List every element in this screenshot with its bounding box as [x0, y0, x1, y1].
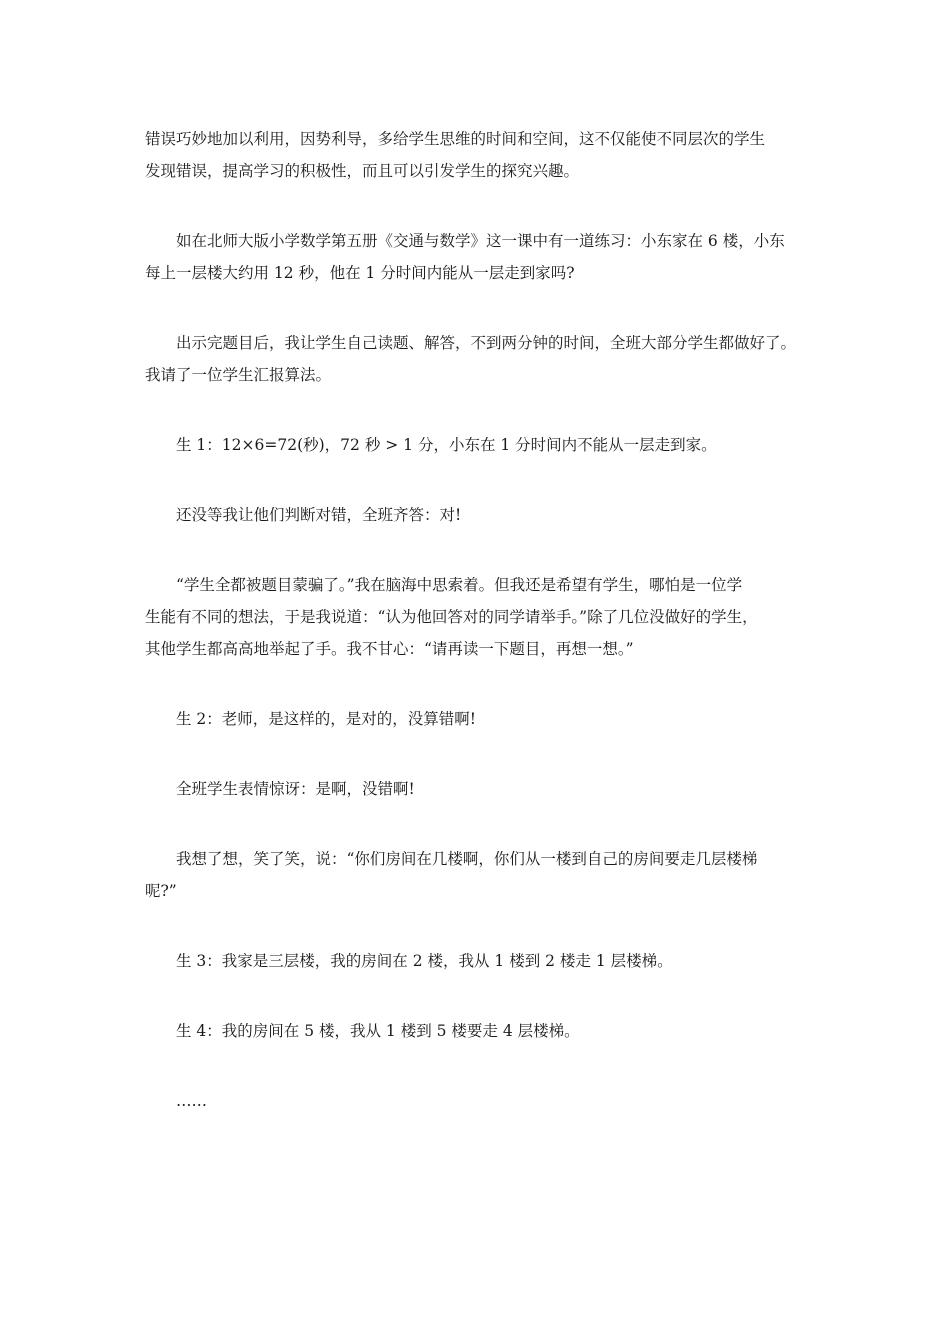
- text-line: 我请了一位学生汇报算法。: [145, 366, 332, 384]
- text-line: 错误巧妙地加以利用，因势利导，多给学生思维的时间和空间，这不仅能使不同层次的学生: [145, 130, 766, 148]
- paragraph-8: [145, 773, 810, 805]
- text-line: 生 1：12×6=72(秒)，72 秒 > 1 分，小东在 1 分时间内不能从一层走到家。: [176, 436, 717, 454]
- paragraph-9: [145, 843, 810, 907]
- text-line: 发现错误，提高学习的积极性，而且可以引发学生的探究兴趣。: [145, 162, 580, 180]
- paragraph-10: [145, 945, 810, 977]
- text-line: 如在北师大版小学数学第五册《交通与数学》这一课中有一道练习：小东家在 6 楼，小东: [176, 232, 785, 250]
- text-line: 生 4：我的房间在 5 楼，我从 1 楼到 5 楼要走 4 层楼梯。: [176, 1022, 580, 1040]
- text-line: 全班学生表情惊讶：是啊，没错啊!: [176, 780, 415, 798]
- text-line: 生 2：老师，是这样的，是对的，没算错啊!: [176, 710, 477, 728]
- text-line: 我想了想，笑了笑，说：“你们房间在几楼啊，你们从一楼到自己的房间要走几层楼梯: [176, 850, 758, 868]
- paragraph-4: [145, 429, 810, 461]
- text-line: 呢?”: [145, 882, 177, 900]
- paragraph-1: [145, 123, 810, 187]
- paragraph-5: [145, 499, 810, 531]
- text-line: 生 3：我家是三层楼，我的房间在 2 楼，我从 1 楼到 2 楼走 1 层楼梯。: [176, 952, 673, 970]
- paragraph-11: [145, 1015, 810, 1047]
- ellipsis-line: ……: [176, 1092, 207, 1110]
- text-line: 出示完题目后，我让学生自己读题、解答，不到两分钟的时间，全班大部分学生都做好了。: [176, 334, 797, 352]
- text-line: 其他学生都高高地举起了手。我不甘心：“请再读一下题目，再想一想。”: [145, 640, 634, 658]
- text-line: 还没等我让他们判断对错，全班齐答：对!: [176, 506, 462, 524]
- paragraph-2: [145, 225, 810, 289]
- paragraph-3: [145, 327, 810, 391]
- text-line: “学生全都被题目蒙骗了。”我在脑海中思索着。但我还是希望有学生，哪怕是一位学: [176, 576, 743, 594]
- text-line: 每上一层楼大约用 12 秒，他在 1 分时间内能从一层走到家吗?: [145, 264, 575, 282]
- text-line: 生能有不同的想法，于是我说道：“认为他回答对的同学请举手。”除了几位没做好的学生，: [145, 608, 758, 626]
- document-page: [145, 123, 810, 1155]
- paragraph-12: [145, 1085, 810, 1117]
- paragraph-6: [145, 569, 810, 665]
- paragraph-7: [145, 703, 810, 735]
